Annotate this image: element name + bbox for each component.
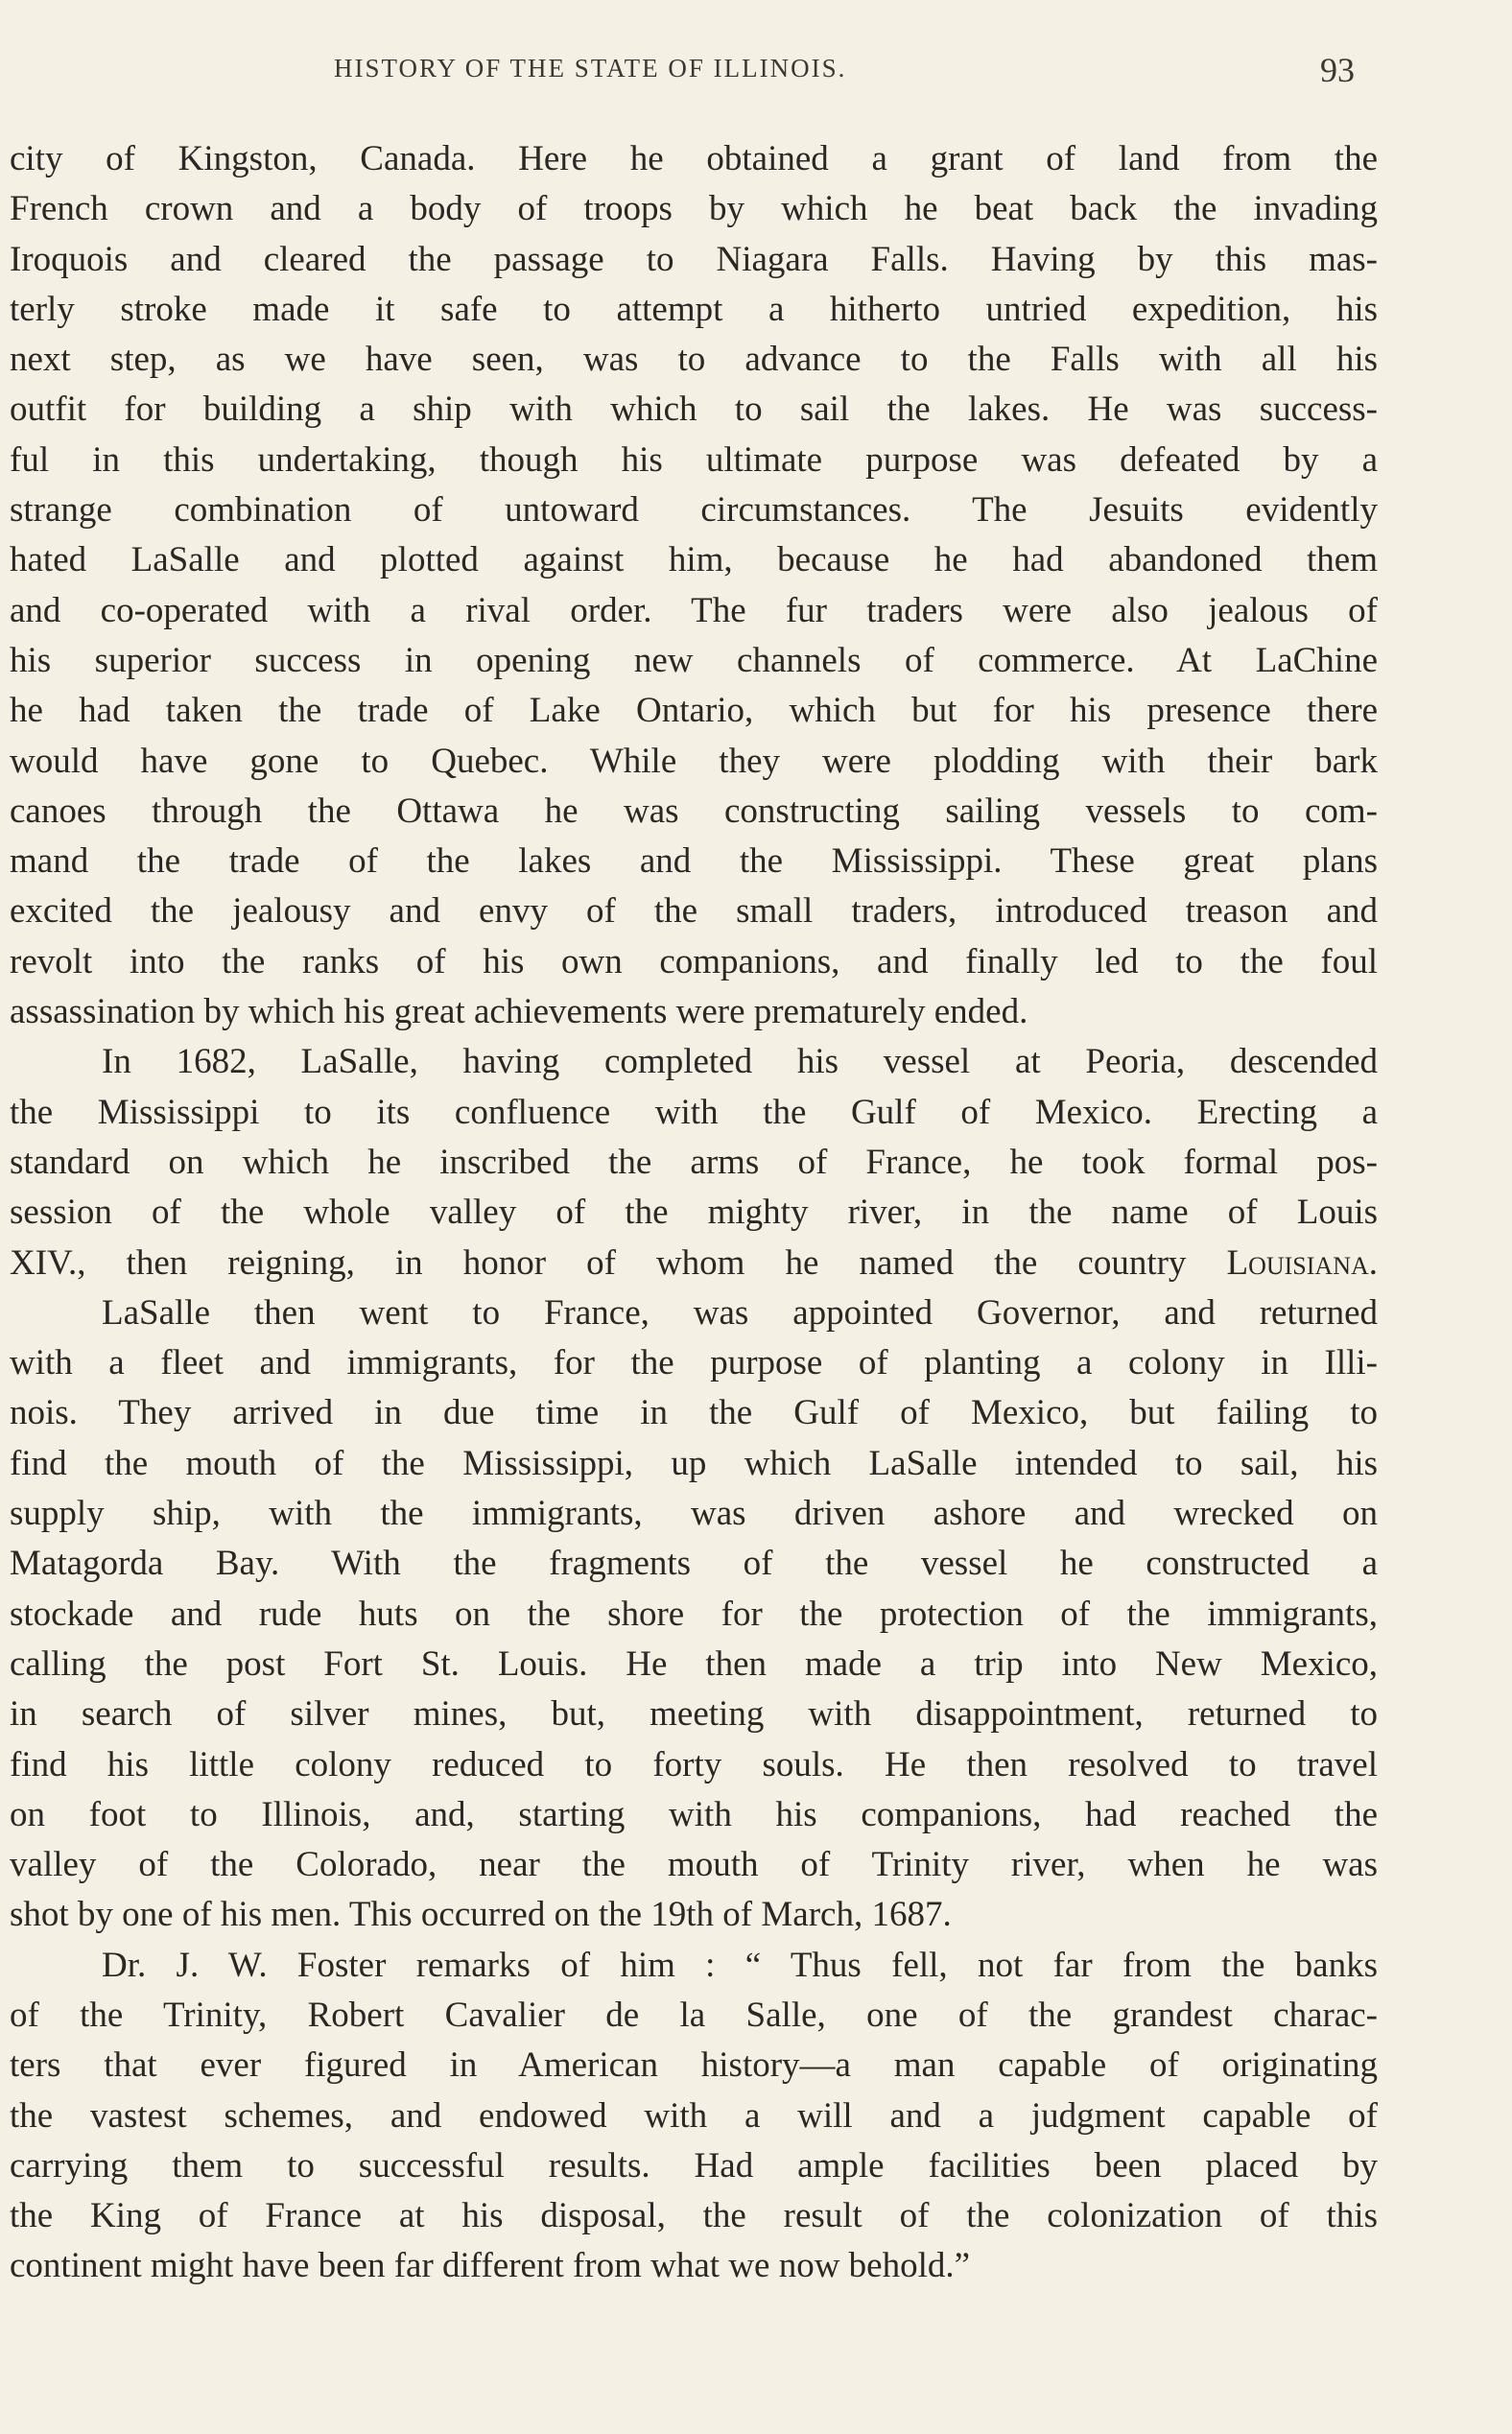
text-line (10, 1489, 1378, 1539)
text-line-content: in search of silver mines, but, meeting with disappointment, returned to (10, 1694, 1378, 1735)
text-line (10, 2141, 1378, 2191)
text-line-content: mand the trade of the lakes and the Mississippi. These great plans (10, 841, 1378, 882)
text-line-content: assassination by which his great achievements were prematurely ended. (10, 992, 1028, 1032)
text-line-content: continent might have been far different from what we now behold.” (10, 2246, 971, 2286)
text-line (10, 134, 1378, 184)
text-line-content: hated LaSalle and plotted against him, because he had abandoned them (10, 540, 1378, 580)
text-line-content: next step, as we have seen, was to advance to the Falls with all his (10, 340, 1378, 380)
text-line-content: ful in this undertaking, though his ultimate purpose was defeated by a (10, 439, 1378, 480)
text-line (10, 586, 1378, 636)
text-line-content: find the mouth of the Mississippi, up which LaSalle intended to sail, his (10, 1443, 1378, 1483)
text-line (10, 1037, 1378, 1087)
page-number: 93 (1320, 51, 1355, 89)
text-line-content: with a fleet and immigrants, for the purpose of planting a colony in Illi- (10, 1343, 1378, 1383)
text-line-content: would have gone to Quebec. While they were plodding with their bark (10, 741, 1378, 781)
text-line-content: he had taken the trade of Lake Ontario, which but for his presence there (10, 691, 1378, 731)
text-line (10, 1941, 1378, 1991)
text-line-content: and co-operated with a rival order. The fur traders were also jealous of (10, 590, 1378, 630)
running-head (0, 51, 1512, 92)
text-line (10, 184, 1378, 234)
text-line-content: calling the post Fort St. Louis. He then made a trip into New Mexico, (10, 1643, 1378, 1684)
text-line (10, 1439, 1378, 1489)
text-line (10, 1338, 1378, 1388)
text-line-content: LaSalle then went to France, was appointed Governor, and returned (102, 1292, 1378, 1333)
text-line-content: In 1682, LaSalle, having completed his vessel at Peoria, descended (102, 1042, 1378, 1082)
text-line-content: the vastest schemes, and endowed with a will and a judgment capable of (10, 2095, 1378, 2136)
text-line (10, 636, 1378, 686)
text-line (10, 1640, 1378, 1690)
text-line-content: nois. They arrived in due time in the Gulf of Mexico, but failing to (10, 1393, 1378, 1433)
text-line (10, 1840, 1378, 1890)
text-line (10, 1138, 1378, 1188)
text-line-content: find his little colony reduced to forty souls. He then resolved to travel (10, 1744, 1378, 1784)
text-line (10, 1991, 1378, 2041)
text-line (10, 2191, 1378, 2241)
text-line (10, 787, 1378, 837)
text-line (10, 837, 1378, 886)
text-line (10, 1790, 1378, 1840)
text-line-content: city of Kingston, Canada. Here he obtained a grant of land from the (10, 139, 1378, 178)
text-line (10, 1590, 1378, 1640)
text-line-content: the King of France at his disposal, the result of the colonization of this (10, 2196, 1378, 2236)
text-line-content: French crown and a body of troops by which he beat back the invading (10, 189, 1378, 229)
text-line (10, 1288, 1378, 1338)
running-title: HISTORY OF THE STATE OF ILLINOIS. (334, 54, 847, 83)
text-line-content: XIV., then reigning, in honor of whom he named the country (10, 1242, 1227, 1283)
text-line-content: his superior success in opening new channels of commerce. At LaChine (10, 640, 1378, 680)
text-line (10, 1539, 1378, 1589)
text-line (10, 235, 1378, 285)
text-line (10, 335, 1378, 385)
text-line-content: Dr. J. W. Foster remarks of him : “ Thus fell, not far from the banks (102, 1945, 1378, 1985)
text-line (10, 535, 1378, 585)
text-line-content: standard on which he inscribed the arms of France, he took formal pos- (10, 1142, 1378, 1182)
text-line (10, 886, 1378, 936)
text-line-content: canoes through the Ottawa he was constructing sailing vessels to com- (10, 791, 1378, 831)
text-line-content: carrying them to successful results. Had ample facilities been placed by (10, 2145, 1378, 2186)
text-line-content: valley of the Colorado, near the mouth of Trinity river, when he was (10, 1845, 1378, 1885)
text-line (10, 2091, 1378, 2141)
text-line (10, 1890, 1378, 1940)
text-line (10, 987, 1378, 1037)
text-line-content: supply ship, with the immigrants, was driven ashore and wrecked on (10, 1494, 1378, 1534)
text-line-content: outfit for building a ship with which to sail the lakes. He was success- (10, 390, 1378, 430)
text-line (10, 686, 1378, 736)
text-line-content: stockade and rude huts on the shore for the protection of the immigrants, (10, 1594, 1378, 1634)
text-line-content: session of the whole valley of the mighty river, in the name of Louis (10, 1193, 1378, 1233)
text-line-content: shot by one of his men. This occurred on the 19th of March, 1687. (10, 1895, 952, 1935)
body-text (10, 134, 1378, 2292)
text-line-content: Matagorda Bay. With the fragments of the vessel he constructed a (10, 1544, 1378, 1584)
text-line-content: on foot to Illinois, and, starting with his companions, had reached the (10, 1794, 1378, 1834)
text-line (10, 1188, 1378, 1238)
text-line (10, 1239, 1378, 1288)
text-line (10, 937, 1378, 987)
text-line (10, 385, 1378, 435)
text-line-content: strange combination of untoward circumstances. The Jesuits evidently (10, 490, 1378, 531)
text-line (10, 1690, 1378, 1739)
text-line-content: the Mississippi to its confluence with the Gulf of Mexico. Erecting a (10, 1092, 1378, 1132)
text-line-content: Iroquois and cleared the passage to Niagara Falls. Having by this mas- (10, 239, 1378, 279)
text-line (10, 737, 1378, 787)
text-line (10, 436, 1378, 485)
text-line-content: revolt into the ranks of his own companions, and finally led to the foul (10, 941, 1378, 981)
text-line (10, 285, 1378, 335)
text-line (10, 485, 1378, 535)
text-line (10, 2241, 1378, 2291)
text-line-content: terly stroke made it safe to attempt a hitherto untried expedition, his (10, 289, 1378, 329)
text-line (10, 1088, 1378, 1138)
small-caps-word: Louisiana. (1226, 1242, 1378, 1283)
text-line (10, 1388, 1378, 1438)
text-line-content: of the Trinity, Robert Cavalier de la Salle, one of the grandest charac- (10, 1995, 1378, 2035)
text-line-content: excited the jealousy and envy of the small traders, introduced treason and (10, 891, 1378, 932)
text-line-content: ters that ever figured in American history—a man capable of originating (10, 2045, 1378, 2086)
text-line (10, 2041, 1378, 2091)
text-line (10, 1740, 1378, 1790)
